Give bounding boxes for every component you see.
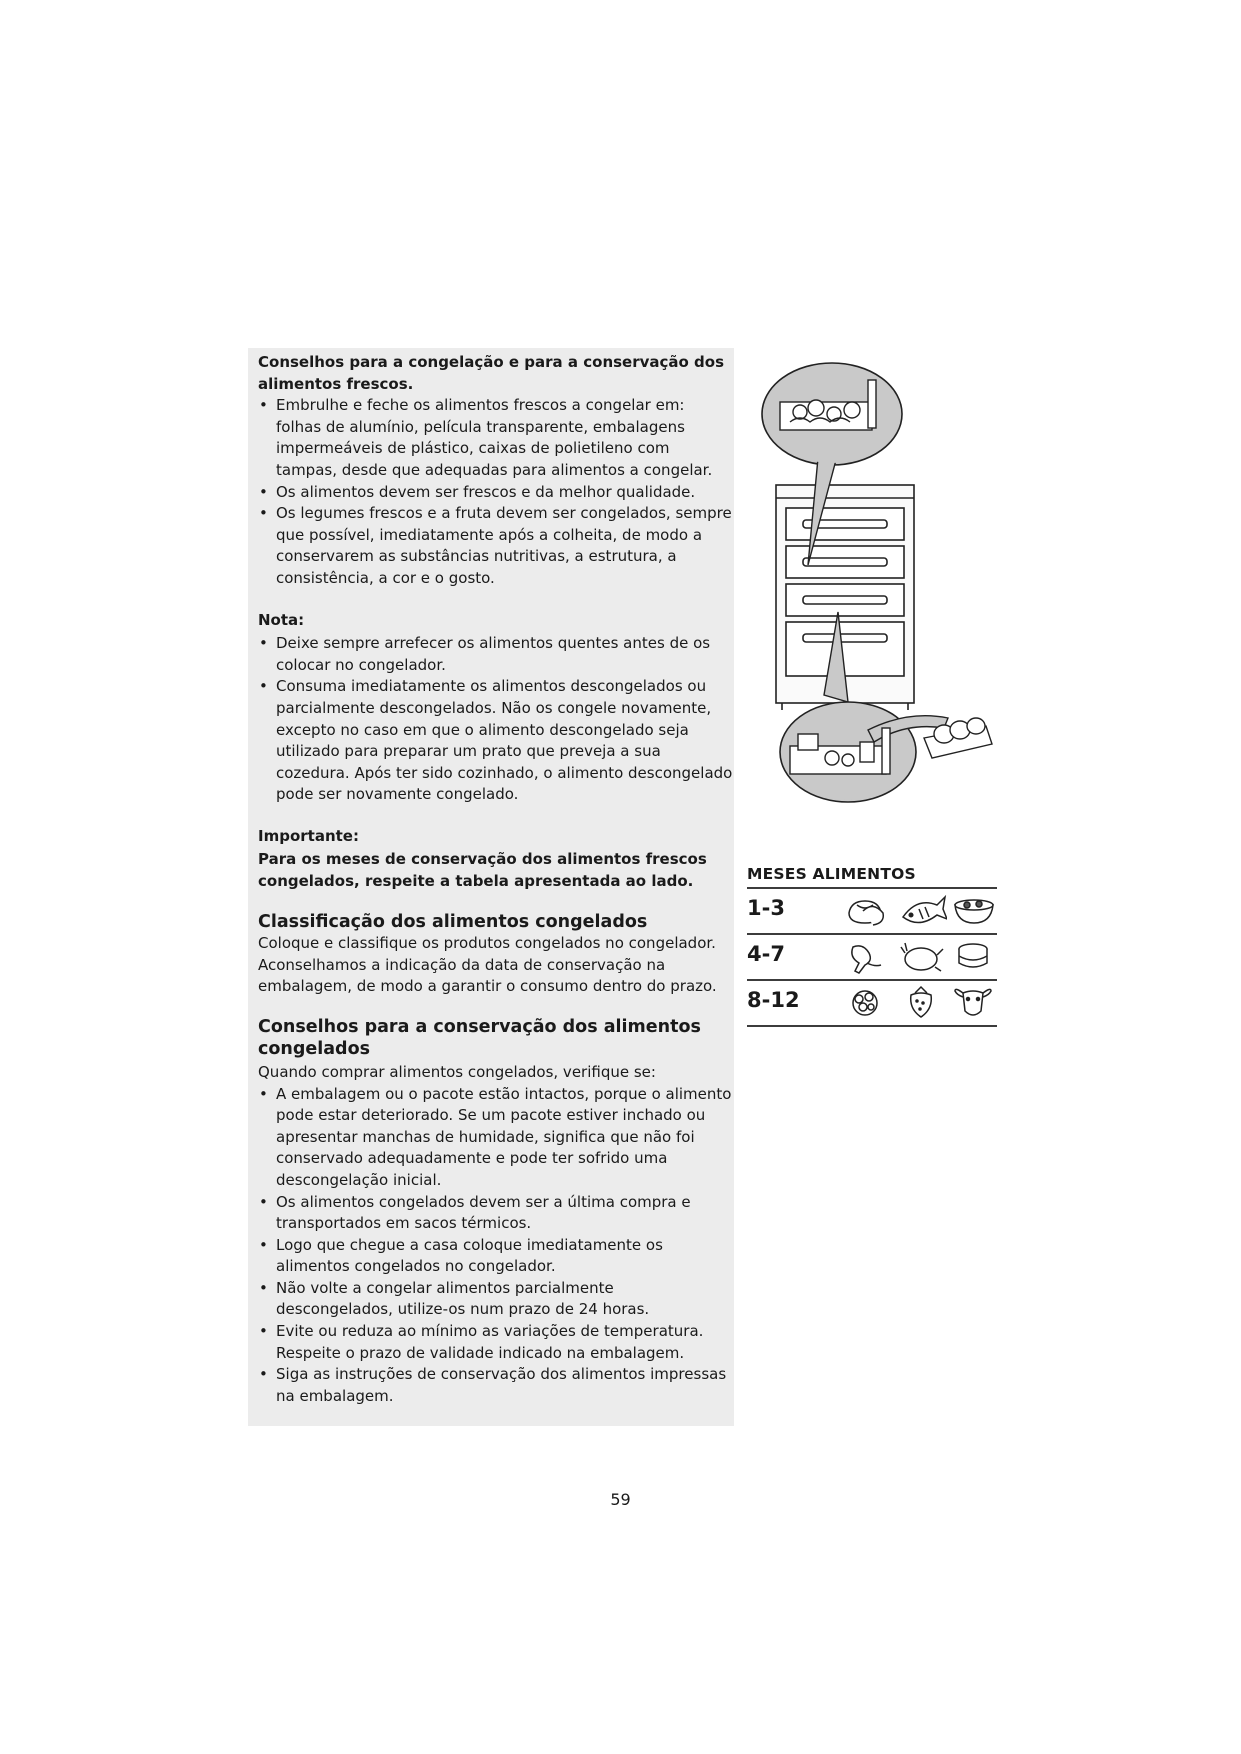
section-freezing-title: Conselhos para a congelação e para a conservação dos alimentos frescos. — [258, 353, 725, 393]
chicken-leg-icon — [843, 939, 889, 975]
section-freezing-list — [258, 395, 734, 589]
frozen-storage-heading: Conselhos para a conservação dos alimentos congelados — [258, 1016, 701, 1060]
list-item: • Os legumes frescos e a fruta devem ser congelados, sempre que possível, imediatamente após a colheita, de modo a conservarem as substâncias nutritivas, a estrutura, a consistência, a cor e o gosto. — [258, 503, 734, 589]
text-panel — [248, 348, 734, 1426]
table-row — [747, 887, 997, 933]
roast-chicken-icon — [897, 939, 947, 975]
classification-paragraph: Aconselhamos a indicação da data de conservação na embalagem, de modo a garantir o consumo dentro do prazo. — [258, 955, 717, 996]
note-list — [258, 633, 734, 806]
soup-bowl-icon — [951, 893, 997, 929]
vegetables-icon — [843, 985, 889, 1021]
list-item: • Embrulhe e feche os alimentos frescos a congelar em: folhas de alumínio, película transparente, embalagens impermeáveis de plástico, caixas de polietileno com tampas, desde que adequadas para alimentos a congelar. — [258, 395, 734, 481]
list-item: • Siga as instruções de conservação dos alimentos impressas na embalagem. — [258, 1364, 734, 1407]
table-row — [747, 933, 997, 979]
frozen-storage-list — [258, 1084, 734, 1408]
bread-icon — [843, 893, 889, 929]
list-item: • Evite ou reduza ao mínimo as variações de temperatura. Respeite o prazo de validade indicado na embalagem. — [258, 1321, 734, 1364]
months-label: 4-7 — [747, 942, 785, 966]
frozen-storage-intro: Quando comprar alimentos congelados, verifique se: — [258, 1062, 656, 1081]
storage-table — [747, 865, 997, 1027]
important-text: Para os meses de conservação dos alimentos frescos congelados, respeite a tabela apresentada ao lado. — [258, 850, 707, 891]
cake-icon — [951, 939, 997, 975]
cow-icon — [951, 985, 997, 1021]
list-item: • Os alimentos congelados devem ser a última compra e transportados em sacos térmicos. — [258, 1192, 734, 1235]
months-label: 1-3 — [747, 896, 785, 920]
list-item: • Logo que chegue a casa coloque imediatamente os alimentos congelados no congelador. — [258, 1235, 734, 1278]
note-title: Nota: — [258, 610, 305, 629]
strawberry-icon — [897, 985, 947, 1021]
list-item: • Deixe sempre arrefecer os alimentos quentes antes de os colocar no congelador. — [258, 633, 734, 676]
list-item: • Os alimentos devem ser frescos e da melhor qualidade. — [258, 482, 734, 504]
list-item: • A embalagem ou o pacote estão intactos, porque o alimento pode estar deteriorado. Se um pacote estiver inchado ou apresentar manchas de humidade, significa que não foi conservado adequadamente e pode ter sofrido uma descongelação inicial. — [258, 1084, 734, 1192]
freezer-illustration — [748, 350, 1002, 835]
classification-heading: Classificação dos alimentos congelados — [258, 911, 648, 932]
months-label: 8-12 — [747, 988, 800, 1012]
page-number: 59 — [610, 1490, 631, 1509]
list-item: • Consuma imediatamente os alimentos descongelados ou parcialmente descongelados. Não os congele novamente, excepto no caso em que o alimento descongelado seja utilizado para preparar um prato que preveja a sua cozedura. Após ter sido cozinhado, o alimento descongelado pode ser novamente congelado. — [258, 676, 734, 806]
storage-table-title: MESES ALIMENTOS — [747, 865, 916, 883]
table-row — [747, 979, 997, 1027]
important-title: Importante: — [258, 826, 359, 845]
classification-paragraph: Coloque e classifique os produtos congelados no congelador. — [258, 934, 716, 953]
list-item: • Não volte a congelar alimentos parcialmente descongelados, utilize-os num prazo de 24 horas. — [258, 1278, 734, 1321]
fish-icon — [897, 893, 947, 929]
